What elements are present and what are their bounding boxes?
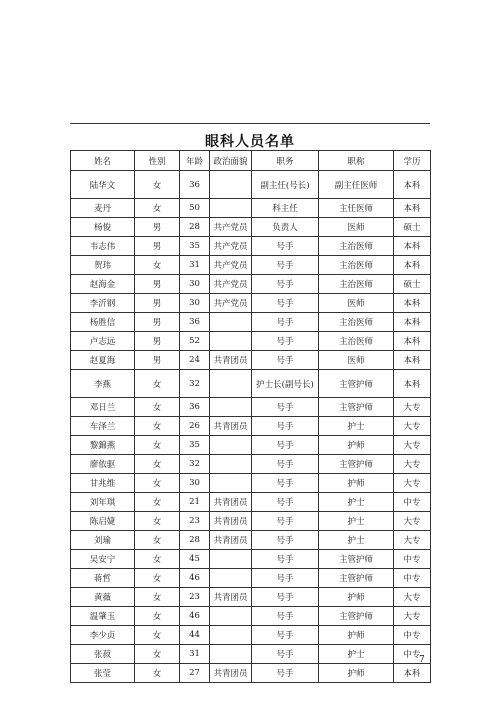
name-cell: 赵海金 [71,275,135,294]
name-cell: 麦丹 [71,199,135,218]
gender-cell: 女 [135,588,180,607]
table-row [71,436,431,455]
education-cell: 中专 [394,550,431,569]
gender-cell: 女 [135,171,180,199]
title-cell: 主治医师 [319,237,394,256]
age-cell: 28 [180,531,210,550]
gender-cell: 女 [135,436,180,455]
document-title: 眼科人员名单 [205,134,295,150]
age-cell: 50 [180,199,210,218]
name-cell: 杨俊 [71,218,135,237]
education-cell: 本科 [394,664,431,683]
name-cell: 刘年琪 [71,493,135,512]
political-status-cell: 共青团员 [210,493,252,512]
column-header-title: 职称 [319,151,394,171]
position-cell: 号手 [252,493,319,512]
table-row [71,474,431,493]
age-cell: 32 [180,455,210,474]
gender-cell: 女 [135,455,180,474]
title-cell: 医师 [319,351,394,370]
education-cell: 本科 [394,332,431,351]
age-cell: 27 [180,664,210,683]
position-cell: 号手 [252,332,319,351]
name-cell: 黎錦燕 [71,436,135,455]
title-cell: 护师 [319,588,394,607]
staff-table [70,150,431,683]
column-header-gender: 性别 [135,151,180,171]
age-cell: 23 [180,512,210,531]
table-row [71,493,431,512]
title-cell: 主管护师 [319,370,394,398]
name-cell: 张菽 [71,645,135,664]
political-status-cell: 共青团员 [210,588,252,607]
gender-cell: 男 [135,218,180,237]
name-cell: 李沂钢 [71,294,135,313]
gender-cell: 女 [135,664,180,683]
education-cell: 大专 [394,512,431,531]
table-row [71,455,431,474]
position-cell: 号手 [252,531,319,550]
title-cell: 主管护师 [319,455,394,474]
political-status-cell: 共产党员 [210,256,252,275]
position-cell: 号手 [252,398,319,417]
name-cell: 温肇玉 [71,607,135,626]
title-cell: 副主任医师 [319,171,394,199]
table-row [71,512,431,531]
gender-cell: 男 [135,275,180,294]
title-cell: 主治医师 [319,332,394,351]
name-cell: 陈启婕 [71,512,135,531]
name-cell: 邓日兰 [71,398,135,417]
education-cell: 中专 [394,626,431,645]
title-cell: 护士 [319,512,394,531]
name-cell: 黄薇 [71,588,135,607]
title-cell: 主管护师 [319,398,394,417]
title-cell: 主治医师 [319,313,394,332]
position-cell: 号手 [252,455,319,474]
gender-cell: 女 [135,199,180,218]
table-row [71,607,431,626]
gender-cell: 男 [135,237,180,256]
table-row [71,332,431,351]
gender-cell: 女 [135,512,180,531]
name-cell: 车泽兰 [71,417,135,436]
age-cell: 52 [180,332,210,351]
table-row [71,645,431,664]
education-cell: 本科 [394,294,431,313]
column-header-age: 年龄 [180,151,210,171]
name-cell: 陆华文 [71,171,135,199]
education-cell: 大专 [394,531,431,550]
name-cell: 李少贞 [71,626,135,645]
position-cell: 号手 [252,550,319,569]
political-status-cell [210,645,252,664]
gender-cell: 女 [135,550,180,569]
position-cell: 号手 [252,569,319,588]
table-row [71,294,431,313]
gender-cell: 男 [135,313,180,332]
title-cell: 主治医师 [319,256,394,275]
position-cell: 号手 [252,237,319,256]
position-cell: 号手 [252,351,319,370]
age-cell: 24 [180,351,210,370]
name-cell: 刘瑜 [71,531,135,550]
age-cell: 31 [180,256,210,275]
education-cell: 本科 [394,171,431,199]
position-cell: 号手 [252,313,319,332]
title-cell: 护士 [319,531,394,550]
name-cell: 蒋哲 [71,569,135,588]
political-status-cell [210,436,252,455]
table-row [71,398,431,417]
education-cell: 大专 [394,455,431,474]
age-cell: 36 [180,398,210,417]
table-row [71,664,431,683]
age-cell: 36 [180,313,210,332]
position-cell: 号手 [252,645,319,664]
education-cell: 本科 [394,199,431,218]
education-cell: 大专 [394,417,431,436]
education-cell: 中专 [394,493,431,512]
table-row [71,417,431,436]
position-cell: 号手 [252,256,319,275]
age-cell: 26 [180,417,210,436]
gender-cell: 女 [135,569,180,588]
name-cell: 廖依驱 [71,455,135,474]
age-cell: 31 [180,645,210,664]
education-cell: 硕士 [394,218,431,237]
political-status-cell [210,171,252,199]
name-cell: 张莹 [71,664,135,683]
name-cell: 杨胜信 [71,313,135,332]
education-cell: 本科 [394,351,431,370]
table-row [71,569,431,588]
header-row [71,151,431,171]
political-status-cell [210,332,252,351]
political-status-cell [210,626,252,645]
title-cell: 主任医师 [319,199,394,218]
political-status-cell [210,474,252,493]
table-row [71,550,431,569]
table-row [71,588,431,607]
table-row [71,171,431,199]
education-cell: 本科 [394,237,431,256]
position-cell: 号手 [252,512,319,531]
gender-cell: 男 [135,351,180,370]
column-header-education: 学历 [394,151,431,171]
position-cell: 科主任 [252,199,319,218]
political-status-cell: 共青团员 [210,417,252,436]
position-cell: 号手 [252,294,319,313]
political-status-cell: 共青团员 [210,351,252,370]
education-cell: 大专 [394,474,431,493]
education-cell: 本科 [394,256,431,275]
position-cell: 护士长(副号长) [252,370,319,398]
gender-cell: 女 [135,474,180,493]
column-header-political-status: 政治面貌 [210,151,252,171]
political-status-cell: 共产党员 [210,237,252,256]
age-cell: 35 [180,237,210,256]
title-cell: 医师 [319,218,394,237]
position-cell: 号手 [252,588,319,607]
age-cell: 46 [180,607,210,626]
position-cell: 负责人 [252,218,319,237]
title-cell: 主管护师 [319,550,394,569]
education-cell: 本科 [394,313,431,332]
education-cell: 中专 [394,569,431,588]
title-cell: 护士 [319,645,394,664]
political-status-cell: 共青团员 [210,531,252,550]
position-cell: 号手 [252,436,319,455]
position-cell: 号手 [252,275,319,294]
name-cell: 吴安宁 [71,550,135,569]
gender-cell: 女 [135,417,180,436]
column-header-name: 姓名 [71,151,135,171]
education-cell: 硕士 [394,275,431,294]
political-status-cell: 共青团员 [210,512,252,531]
position-cell: 号手 [252,626,319,645]
title-cell: 护士 [319,493,394,512]
title-cell: 护士 [319,417,394,436]
name-cell: 贺玮 [71,256,135,275]
name-cell: 李燕 [71,370,135,398]
political-status-cell: 共产党员 [210,218,252,237]
page-number: 7 [419,655,425,665]
age-cell: 35 [180,436,210,455]
column-header-position: 职务 [252,151,319,171]
age-cell: 28 [180,218,210,237]
position-cell: 号手 [252,474,319,493]
title-cell: 护师 [319,474,394,493]
age-cell: 30 [180,474,210,493]
political-status-cell: 共产党员 [210,294,252,313]
gender-cell: 男 [135,332,180,351]
title-cell: 护师 [319,664,394,683]
position-cell: 号手 [252,607,319,626]
education-cell: 本科 [394,370,431,398]
table-row [71,199,431,218]
education-cell: 大专 [394,398,431,417]
title-cell: 护师 [319,436,394,455]
table-row [71,531,431,550]
education-cell: 中专 [394,645,431,664]
gender-cell: 女 [135,493,180,512]
position-cell: 副主任(号长) [252,171,319,199]
political-status-cell [210,607,252,626]
gender-cell: 女 [135,398,180,417]
age-cell: 44 [180,626,210,645]
education-cell: 大专 [394,588,431,607]
gender-cell: 女 [135,370,180,398]
political-status-cell [210,370,252,398]
age-cell: 30 [180,294,210,313]
education-cell: 大专 [394,436,431,455]
age-cell: 23 [180,588,210,607]
gender-cell: 男 [135,294,180,313]
title-cell: 主管护师 [319,607,394,626]
position-cell: 号手 [252,417,319,436]
title-cell: 医师 [319,294,394,313]
table-row [71,237,431,256]
political-status-cell [210,569,252,588]
table-row [71,256,431,275]
political-status-cell [210,398,252,417]
header-rule [70,123,430,124]
name-cell: 甘兆维 [71,474,135,493]
table-row [71,351,431,370]
age-cell: 45 [180,550,210,569]
political-status-cell [210,455,252,474]
political-status-cell [210,313,252,332]
political-status-cell: 共产党员 [210,275,252,294]
title-cell: 护师 [319,626,394,645]
table-row [71,218,431,237]
table-row [71,275,431,294]
table-row [71,313,431,332]
title-cell: 主管护师 [319,569,394,588]
age-cell: 30 [180,275,210,294]
gender-cell: 女 [135,626,180,645]
political-status-cell [210,199,252,218]
table-row [71,626,431,645]
title-cell: 主治医师 [319,275,394,294]
age-cell: 36 [180,171,210,199]
political-status-cell [210,550,252,569]
gender-cell: 女 [135,531,180,550]
name-cell: 卢志远 [71,332,135,351]
age-cell: 32 [180,370,210,398]
age-cell: 46 [180,569,210,588]
name-cell: 韦志伟 [71,237,135,256]
age-cell: 21 [180,493,210,512]
political-status-cell: 共青团员 [210,664,252,683]
position-cell: 号手 [252,664,319,683]
gender-cell: 女 [135,256,180,275]
gender-cell: 女 [135,607,180,626]
table-body [71,171,431,683]
table-row [71,370,431,398]
name-cell: 赵夏海 [71,351,135,370]
gender-cell: 女 [135,645,180,664]
education-cell: 大专 [394,607,431,626]
